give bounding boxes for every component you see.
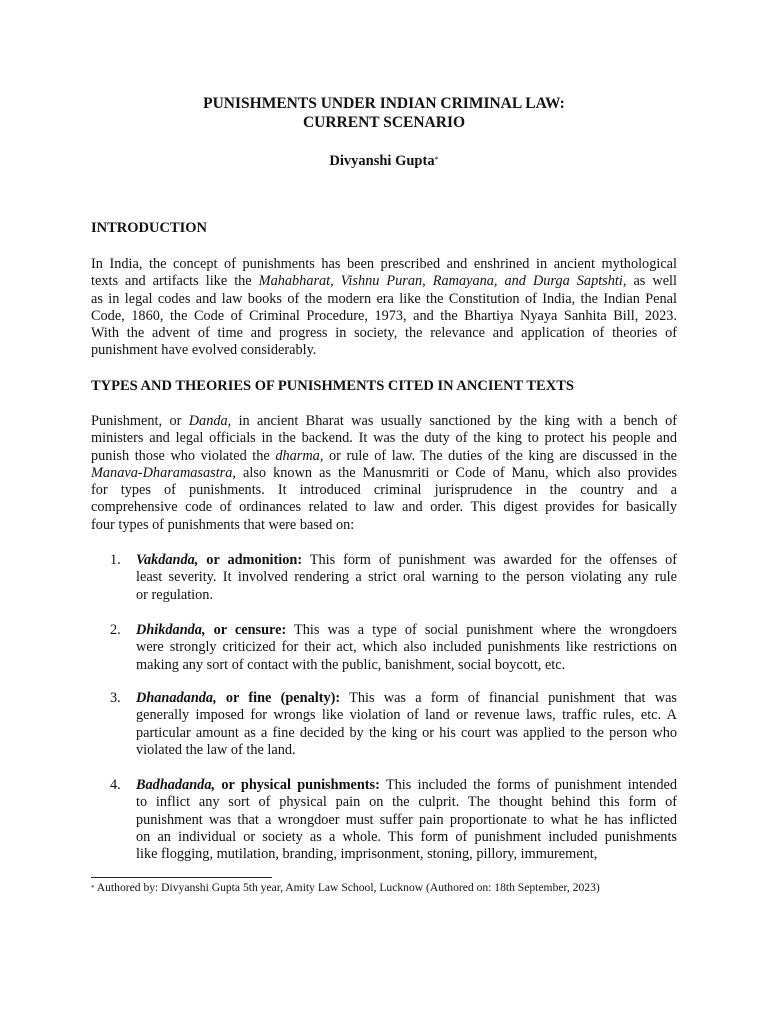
paragraph-line	[91, 482, 677, 499]
list-body	[136, 777, 677, 863]
list-item-dhikdanda	[110, 622, 677, 674]
list-line-text: This was a type of social punishment where the wrongdoers	[286, 622, 677, 638]
list-line	[136, 690, 677, 707]
line-text: comprehensive code of ordinances related to law and order. This digest provides for basically	[91, 499, 677, 516]
list-term-italic: Dhikdanda,	[136, 622, 206, 638]
list-line-text: were strongly criticized for their act, which also included punishments like restrictions on	[136, 639, 677, 656]
list-item-dhanadanda	[110, 690, 677, 759]
list-term-rest: or fine (penalty):	[216, 690, 341, 706]
paragraph-line	[91, 256, 677, 273]
italic-text: dharma,	[275, 447, 324, 464]
paragraph-line	[91, 325, 677, 342]
footnote-text: Authored by: Divyanshi Gupta 5th year, Amity Law School, Lucknow (Authored on: 18th September, 2023)	[94, 881, 600, 894]
paragraph-line	[91, 342, 677, 359]
line-text: Punishment, or	[91, 413, 189, 429]
line-text: for types of punishments. It introduced criminal jurisprudence in the country and a	[91, 482, 677, 499]
paragraph-line	[91, 291, 677, 308]
list-body	[136, 552, 677, 604]
italic-text: Danda,	[188, 413, 232, 429]
list-number: 2.	[110, 622, 121, 638]
list-term-italic: Dhanadanda,	[136, 690, 217, 706]
list-line-text: This form of punishment was awarded for the offenses of	[302, 552, 678, 568]
list-term	[136, 690, 340, 706]
list-number: 4.	[110, 777, 121, 793]
paragraph-line	[91, 465, 677, 482]
line-text: With the advent of time and progress in society, the relevance and application of theories of	[91, 325, 677, 342]
list-term-rest: or censure:	[205, 622, 287, 638]
list-term	[136, 552, 302, 568]
line-text: as in legal codes and law books of the modern era like the Constitution of India, the Indian Penal	[91, 290, 677, 307]
line-text: , also known as the Manusmriti or Code of Manu, which also provides	[232, 464, 677, 481]
list-line-text: particular amount as a fine decided by the king or his court was applied to the person who	[136, 724, 677, 741]
line-text: texts and artifacts like the	[91, 273, 259, 290]
list-line-text: generally imposed for wrongs like violation of land or revenue laws, traffic rules, etc. A	[136, 707, 677, 724]
list-line	[136, 812, 677, 829]
list-line	[136, 742, 677, 759]
types-section-paragraph	[91, 413, 677, 534]
list-body	[136, 690, 677, 759]
list-line	[136, 725, 677, 742]
paragraph-line	[91, 413, 677, 430]
list-term-italic: Vakdanda,	[136, 552, 199, 568]
list-term	[136, 622, 286, 638]
list-line-text: like flogging, mutilation, branding, imprisonment, stoning, pillory, immurement,	[136, 846, 598, 863]
paragraph-line	[91, 517, 677, 534]
footnote-mark: *	[91, 884, 95, 892]
introduction-heading: INTRODUCTION	[91, 220, 208, 236]
list-term-italic: Badhadanda,	[136, 777, 216, 793]
list-line	[136, 846, 677, 863]
line-text: as well	[626, 273, 677, 290]
list-line-text: least severity. It involved rendering a strict oral warning to the person violating any rule	[136, 569, 677, 586]
line-text: punish those who violated the	[91, 447, 276, 464]
list-term-rest: or physical punishments:	[215, 777, 380, 793]
types-section-heading: TYPES AND THEORIES OF PUNISHMENTS CITED IN ANCIENT TEXTS	[91, 378, 574, 394]
footnote-divider	[91, 877, 272, 878]
list-line-text: This included the forms of punishment intended	[379, 777, 677, 793]
list-term-rest: or admonition:	[198, 552, 303, 568]
paragraph-line	[91, 273, 677, 290]
list-line-text: or regulation.	[136, 586, 214, 603]
list-line	[136, 777, 677, 794]
line-text: punishment have evolved considerably.	[91, 342, 317, 359]
list-item-vakdanda	[110, 552, 677, 604]
list-line	[136, 552, 677, 569]
author-footnote-mark[interactable]: *	[434, 155, 439, 164]
list-line	[136, 639, 677, 656]
italic-text: Mahabharat, Vishnu Puran, Ramayana, and Durga Saptshti,	[258, 273, 627, 290]
list-line-text: making any sort of contact with the public, banishment, social boycott, etc.	[136, 656, 566, 673]
paragraph-line	[91, 308, 677, 325]
list-body	[136, 622, 677, 674]
line-text: four types of punishments that were based on:	[91, 516, 355, 533]
paragraph-line	[91, 448, 677, 465]
line-text: ministers and legal officials in the backend. It was the duty of the king to protect his people and	[91, 430, 677, 447]
list-number: 3.	[110, 690, 121, 706]
list-line-text: This was a form of financial punishment that was	[340, 690, 677, 706]
list-line	[136, 587, 677, 604]
list-line	[136, 707, 677, 724]
introduction-paragraph	[91, 256, 677, 360]
line-text: in ancient Bharat was usually sanctioned by the king with a bench of	[231, 413, 677, 429]
list-line-text: to inflict any sort of physical pain on the culprit. The thought behind this form of	[136, 794, 677, 811]
list-item-badhadanda	[110, 777, 677, 863]
line-text: In India, the concept of punishments has been prescribed and enshrined in ancient mythological	[91, 256, 677, 272]
list-line	[136, 829, 677, 846]
list-line-text: punishment was that a wrongdoer must suffer pain proportionate to what he has inflicted	[136, 811, 677, 828]
paragraph-line	[91, 499, 677, 516]
list-line-text: violated the law of the land.	[136, 741, 296, 758]
line-text: or rule of law. The duties of the king are discussed in the	[323, 447, 677, 464]
footnote	[91, 881, 691, 895]
title-line-1: PUNISHMENTS UNDER INDIAN CRIMINAL LAW:	[203, 95, 565, 112]
list-term	[136, 777, 380, 793]
author-name: Divyanshi Gupta	[329, 153, 435, 169]
list-line-text: on an individual or society as a whole. This form of punishment included punishments	[136, 828, 677, 845]
author-byline	[0, 152, 768, 170]
list-line	[136, 569, 677, 586]
title-line-2: CURRENT SCENARIO	[302, 114, 466, 131]
document-title	[0, 94, 768, 132]
list-line	[136, 622, 677, 639]
paragraph-line	[91, 430, 677, 447]
list-line	[136, 657, 677, 674]
italic-text: Manava-Dharamasastra	[91, 464, 233, 481]
list-line	[136, 794, 677, 811]
line-text: Code, 1860, the Code of Criminal Procedure, 1973, and the Bhartiya Nyaya Sanhita Bill, 2023.	[91, 307, 677, 324]
list-number: 1.	[110, 552, 121, 568]
